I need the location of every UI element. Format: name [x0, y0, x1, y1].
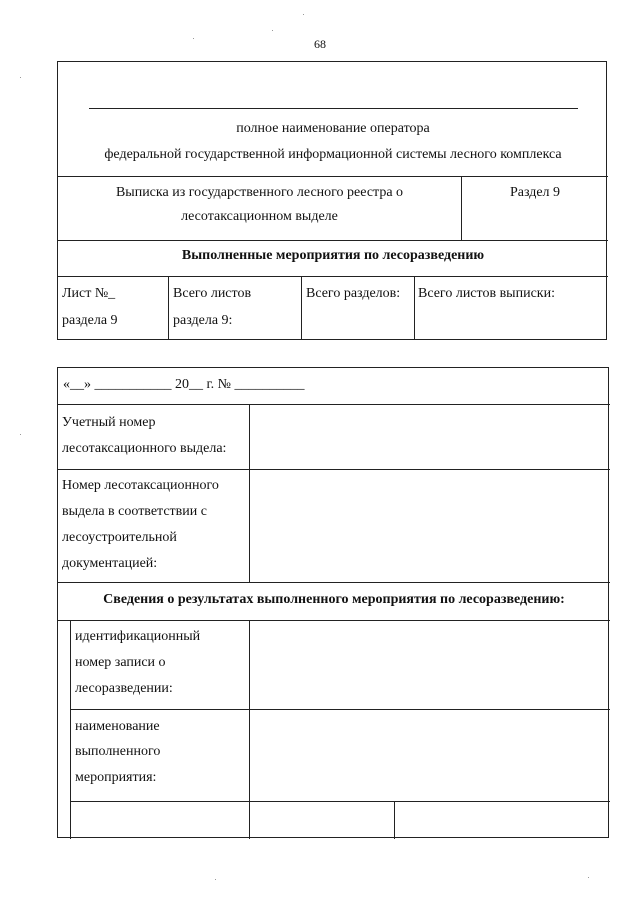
divider: [168, 276, 169, 340]
divider: [58, 276, 608, 277]
divider: [58, 404, 610, 405]
total-extract-sheets-label: Всего листов выписки:: [418, 286, 555, 301]
operator-label-line2: федеральной государственной информационной системы лесного комплекса: [104, 147, 562, 162]
plot-number-label-line2: выдела в соответствии с: [62, 504, 207, 519]
divider: [70, 801, 610, 802]
activity-name-label-line2: выполненного: [75, 744, 161, 759]
operator-name-fill-line: [89, 108, 578, 109]
divider: [58, 176, 608, 177]
divider: [301, 276, 302, 340]
scan-speck: [20, 77, 21, 78]
account-number-label-line1: Учетный номер: [62, 415, 156, 430]
divider: [249, 404, 250, 582]
plot-number-label-line1: Номер лесотаксационного: [62, 478, 219, 493]
divider: [249, 620, 250, 839]
record-id-label-line1: идентификационный: [75, 629, 201, 644]
divider: [70, 709, 610, 710]
total-sections-label: Всего разделов:: [306, 286, 401, 301]
divider: [70, 620, 71, 839]
extract-details-table: [57, 367, 609, 838]
scan-speck: [588, 877, 589, 878]
activity-name-label-line1: наименование: [75, 719, 160, 734]
extract-title-line1: Выписка из государственного лесного реестра о: [115, 185, 404, 200]
divider: [58, 469, 610, 470]
operator-label-line1: полное наименование оператора: [236, 121, 430, 136]
scan-speck: [215, 879, 216, 880]
extract-header-table: [57, 61, 607, 340]
extract-title-line2: лесотаксационном выделе: [181, 209, 338, 224]
plot-number-label-line4: документацией:: [62, 556, 158, 571]
scan-speck: [20, 434, 21, 435]
divider: [58, 620, 610, 621]
activity-name-label-line3: мероприятия:: [75, 770, 157, 785]
scan-speck: [272, 30, 273, 31]
results-title: Сведения о результатах выполненного мероприятия по лесоразведению:: [103, 592, 565, 607]
divider: [414, 276, 415, 340]
record-id-label-line3: лесоразведении:: [75, 681, 173, 696]
scan-speck: [303, 14, 304, 15]
scan-speck: [193, 38, 194, 39]
account-number-label-line2: лесотаксационного выдела:: [62, 441, 227, 456]
total-sheets-label-line1: Всего листов: [173, 286, 252, 301]
date-number-line: «__» ___________ 20__ г. № __________: [63, 377, 305, 392]
divider: [394, 801, 395, 839]
sheet-number-label-line2: раздела 9: [62, 313, 118, 328]
divider: [58, 240, 608, 241]
divider: [58, 582, 610, 583]
plot-number-label-line3: лесоустроительной: [62, 530, 177, 545]
record-id-label-line2: номер записи о: [75, 655, 166, 670]
sheet-number-label-line1: Лист №_: [62, 286, 116, 301]
total-sheets-label-line2: раздела 9:: [173, 313, 233, 328]
section-label: Раздел 9: [509, 185, 561, 200]
section-title: Выполненные мероприятия по лесоразведению: [181, 248, 485, 263]
page-number: 68: [314, 37, 326, 51]
